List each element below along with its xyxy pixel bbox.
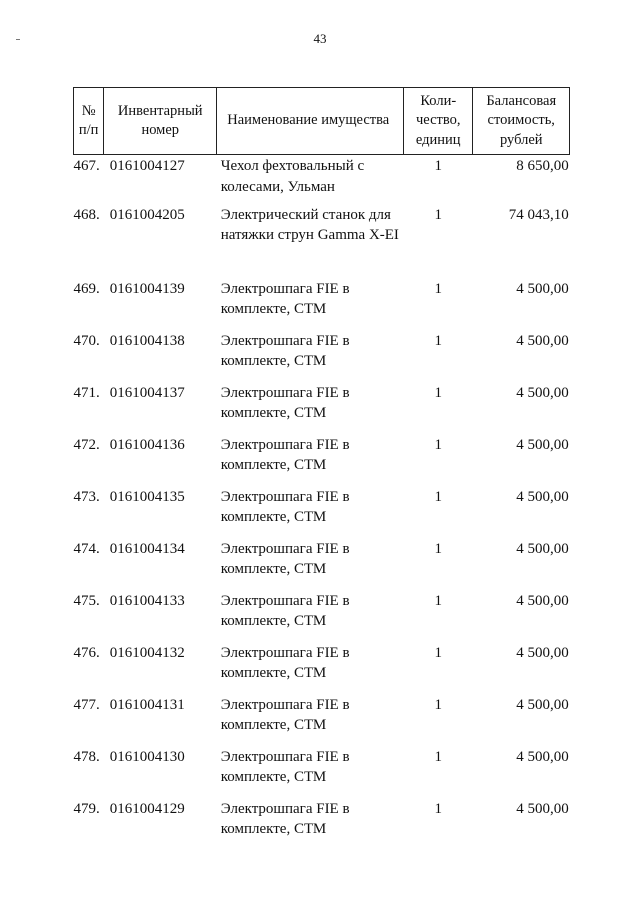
row-number: 473. <box>73 488 100 505</box>
row-number: 474. <box>73 540 100 557</box>
item-quantity: 1 <box>434 206 442 223</box>
item-quantity: 1 <box>434 592 442 609</box>
inventory-number: 0161004131 <box>109 696 185 713</box>
item-name: Электрошпага FIE в комплекте, СТМ <box>220 800 350 837</box>
item-name: Электрошпага FIE в комплекте, СТМ <box>220 436 350 473</box>
item-value: 4 500,00 <box>516 592 569 609</box>
header-value: Балансовая стоимость, рублей <box>473 88 570 155</box>
table-row <box>74 642 570 694</box>
item-name: Электрический станок для натяжки струн Gamma X-EI <box>220 206 399 243</box>
inventory-number: 0161004134 <box>109 540 185 557</box>
item-quantity: 1 <box>434 436 442 453</box>
table-header <box>74 88 570 155</box>
table-row <box>74 382 570 434</box>
inventory-number: 0161004139 <box>109 280 185 297</box>
item-name: Электрошпага FIE в комплекте, СТМ <box>220 748 350 785</box>
row-number: 475. <box>73 592 100 609</box>
table-row <box>74 746 570 798</box>
item-name: Чехол фехтовальный с колесами, Ульман <box>220 158 365 195</box>
item-name: Электрошпага FIE в комплекте, СТМ <box>220 384 350 421</box>
inventory-number: 0161004136 <box>109 436 185 453</box>
table-row <box>74 590 570 642</box>
row-number: 476. <box>73 644 100 661</box>
item-value: 74 043,10 <box>508 206 569 223</box>
header-number: № п/п <box>74 88 104 155</box>
row-number: 468. <box>73 206 100 223</box>
item-name: Электрошпага FIE в комплекте, СТМ <box>220 540 350 577</box>
item-name: Электрошпага FIE в комплекте, СТМ <box>220 280 350 317</box>
item-name: Электрошпага FIE в комплекте, СТМ <box>220 592 350 629</box>
table-row <box>74 538 570 590</box>
margin-mark <box>16 39 20 40</box>
item-quantity: 1 <box>434 384 442 401</box>
item-value: 4 500,00 <box>516 540 569 557</box>
page-number: 43 <box>313 31 327 46</box>
item-quantity: 1 <box>434 748 442 765</box>
item-name: Электрошпага FIE в комплекте, СТМ <box>220 332 350 369</box>
item-quantity: 1 <box>434 540 442 557</box>
inventory-number: 0161004137 <box>109 384 185 401</box>
header-name: Наименование имущества <box>217 88 404 155</box>
table-row <box>74 204 570 278</box>
row-number: 478. <box>73 748 100 765</box>
row-number: 470. <box>73 332 100 349</box>
table-row <box>74 278 570 330</box>
inventory-number: 0161004205 <box>109 206 185 223</box>
item-quantity: 1 <box>434 800 442 817</box>
table-row <box>74 155 570 204</box>
item-name: Электрошпага FIE в комплекте, СТМ <box>220 488 350 525</box>
item-quantity: 1 <box>434 644 442 661</box>
item-name: Электрошпага FIE в комплекте, СТМ <box>220 696 350 733</box>
inventory-number: 0161004135 <box>109 488 185 505</box>
inventory-number: 0161004133 <box>109 592 185 609</box>
item-value: 4 500,00 <box>516 436 569 453</box>
item-value: 4 500,00 <box>516 696 569 713</box>
row-number: 471. <box>73 384 100 401</box>
item-quantity: 1 <box>434 280 442 297</box>
item-value: 4 500,00 <box>516 280 569 297</box>
inventory-number: 0161004132 <box>109 644 185 661</box>
header-row <box>74 88 570 155</box>
item-value: 4 500,00 <box>516 748 569 765</box>
row-number: 472. <box>73 436 100 453</box>
row-number: 477. <box>73 696 100 713</box>
item-value: 4 500,00 <box>516 800 569 817</box>
row-number: 467. <box>73 158 100 174</box>
inventory-number: 0161004129 <box>109 800 185 817</box>
table-row <box>74 694 570 746</box>
table-row <box>74 330 570 382</box>
item-value: 4 500,00 <box>516 384 569 401</box>
item-quantity: 1 <box>434 696 442 713</box>
table-row <box>74 798 570 850</box>
item-name: Электрошпага FIE в комплекте, СТМ <box>220 644 350 681</box>
inventory-number: 0161004138 <box>109 332 185 349</box>
item-quantity: 1 <box>434 332 442 349</box>
item-value: 4 500,00 <box>516 644 569 661</box>
table-body <box>74 155 570 850</box>
item-quantity: 1 <box>434 158 442 174</box>
inventory-number: 0161004130 <box>109 748 185 765</box>
row-number: 469. <box>73 280 100 297</box>
header-quantity: Коли- чество, единиц <box>404 88 473 155</box>
item-value: 4 500,00 <box>516 332 569 349</box>
table-row <box>74 486 570 538</box>
inventory-number: 0161004127 <box>109 158 185 174</box>
inventory-table <box>73 87 570 850</box>
table-row <box>74 434 570 486</box>
item-quantity: 1 <box>434 488 442 505</box>
header-inventory: Инвентарный номер <box>104 88 217 155</box>
item-value: 4 500,00 <box>516 488 569 505</box>
item-value: 8 650,00 <box>516 158 569 174</box>
row-number: 479. <box>73 800 100 817</box>
